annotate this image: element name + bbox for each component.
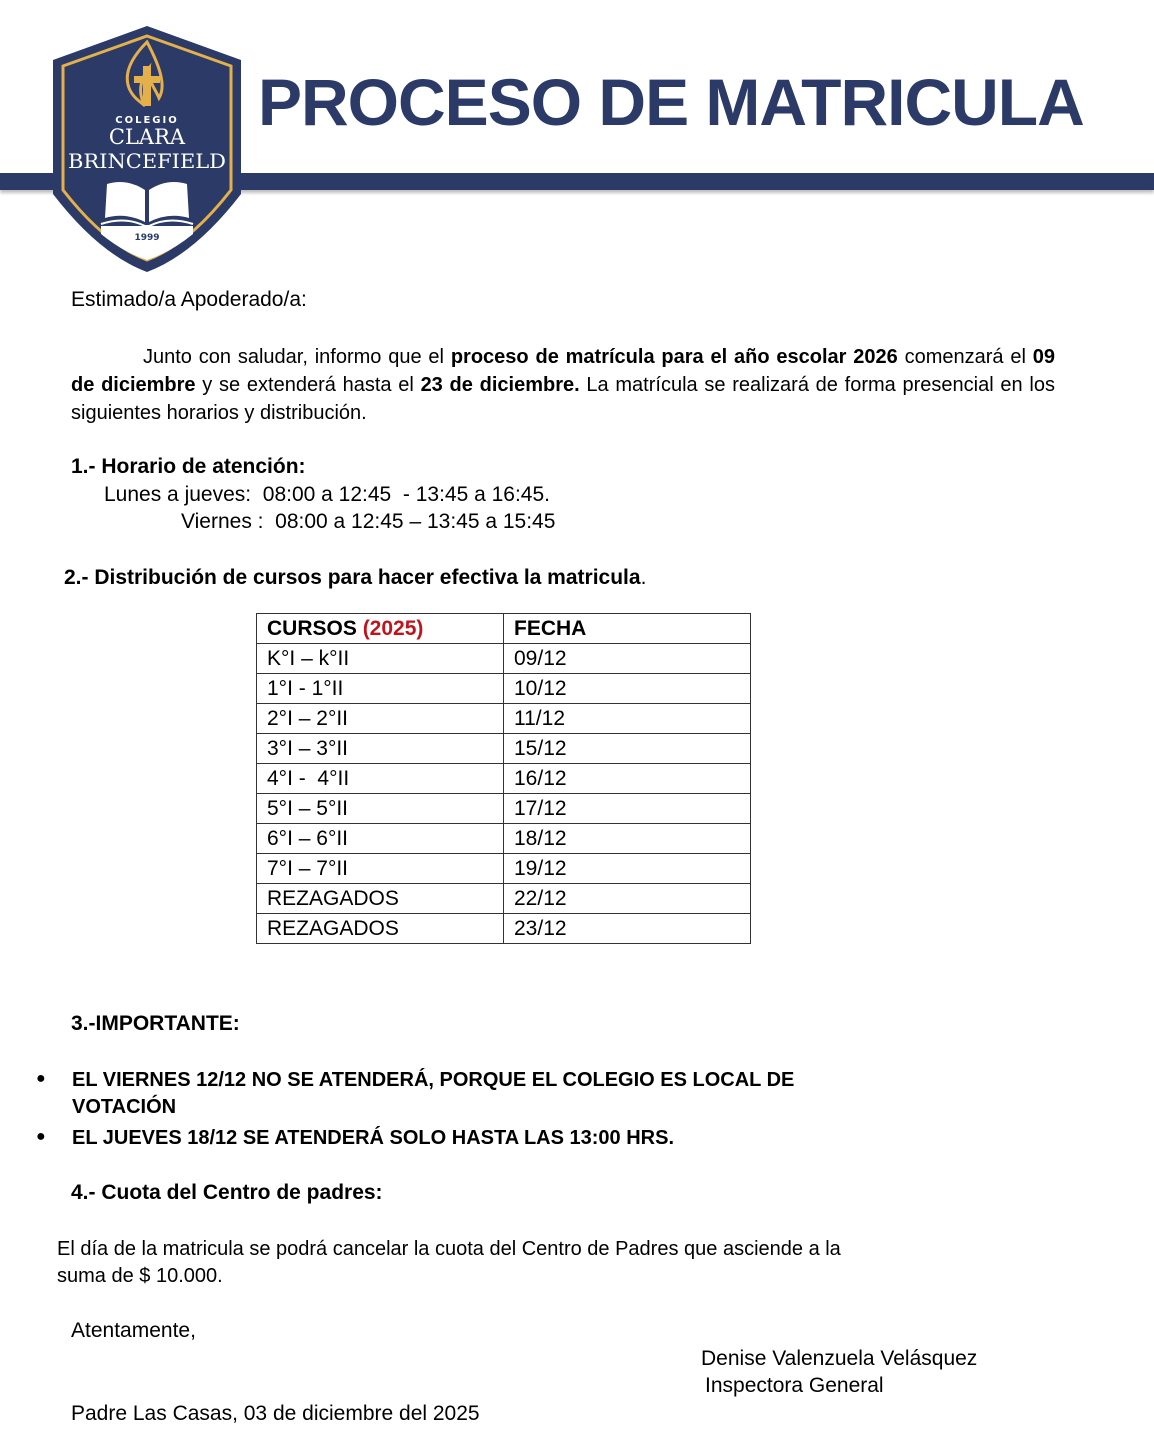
header-cursos-year: (2025) <box>362 617 424 640</box>
logo-name-line2: BRINCEFIELD <box>68 149 226 173</box>
header-cursos-label: CURSOS <box>267 617 363 640</box>
table-row <box>257 884 751 914</box>
header-fecha: FECHA <box>504 614 751 644</box>
table-row <box>257 794 751 824</box>
date-cell: 22/12 <box>504 884 751 914</box>
section1-heading: 1.- Horario de atención: <box>71 455 306 478</box>
intro-bold-2: 09 de diciembre <box>71 346 1056 396</box>
intro-bold-1: proceso de matrícula para el año escolar 2026 <box>450 346 898 368</box>
section3-heading: 3.-IMPORTANTE: <box>71 1012 240 1035</box>
intro-text-4: La matrícula se realizará de forma presencial en los siguientes horarios y distribución. <box>71 374 1055 424</box>
schedule-friday: Viernes : 08:00 a 12:45 – 13:45 a 15:45 <box>181 510 556 533</box>
important-item-1 <box>72 1067 952 1121</box>
intro-paragraph <box>71 343 1055 427</box>
logo-name-line1: CLARA <box>108 125 186 149</box>
important-item-1-line1: EL VIERNES 12/12 NO SE ATENDERÁ, PORQUE EL COLEGIO ES LOCAL DE <box>72 1069 795 1091</box>
course-cell: REZAGADOS <box>257 914 504 944</box>
section2-heading <box>64 565 646 591</box>
course-cell: 1°I - 1°II <box>257 674 504 704</box>
table-row <box>257 914 751 944</box>
date-cell: 23/12 <box>504 914 751 944</box>
table-row <box>257 674 751 704</box>
table-header-row <box>257 614 751 644</box>
date-cell: 18/12 <box>504 824 751 854</box>
intro-text-3: y se extenderá hasta el <box>195 374 421 396</box>
course-cell: 5°I – 5°II <box>257 794 504 824</box>
course-cell: 4°I - 4°II <box>257 764 504 794</box>
signer-name: Denise Valenzuela Velásquez <box>701 1347 978 1370</box>
page-title: PROCESO DE MATRICULA <box>258 65 1084 139</box>
school-crest-logo <box>45 22 250 274</box>
course-cell: REZAGADOS <box>257 884 504 914</box>
date-cell: 10/12 <box>504 674 751 704</box>
intro-bold-3: 23 de diciembre. <box>420 374 580 396</box>
table-row <box>257 854 751 884</box>
table-row <box>257 734 751 764</box>
important-item-2: EL JUEVES 18/12 SE ATENDERÁ SOLO HASTA LAS 13:00 HRS. <box>72 1127 675 1149</box>
schedule-weekdays: Lunes a jueves: 08:00 a 12:45 - 13:45 a 16:45. <box>104 483 551 506</box>
important-item-1-line2: VOTACIÓN <box>72 1096 177 1118</box>
date-cell: 17/12 <box>504 794 751 824</box>
fee-text-line1: El día de la matricula se podrá cancelar la cuota del Centro de Padres que asciende a la <box>57 1238 841 1260</box>
date-cell: 19/12 <box>504 854 751 884</box>
table-row <box>257 824 751 854</box>
course-cell: 7°I – 7°II <box>257 854 504 884</box>
logo-year: 1999 <box>134 233 160 243</box>
course-cell: 6°I – 6°II <box>257 824 504 854</box>
date-cell: 15/12 <box>504 734 751 764</box>
table-row <box>257 644 751 674</box>
greeting: Estimado/a Apoderado/a: <box>71 288 307 311</box>
section4-heading: 4.- Cuota del Centro de padres: <box>71 1181 383 1204</box>
course-cell: K°I – k°II <box>257 644 504 674</box>
closing-salutation: Atentamente, <box>71 1319 196 1342</box>
date-cell: 11/12 <box>504 704 751 734</box>
bullet-icon: ● <box>36 1128 46 1145</box>
logo-colegio: COLEGIO <box>115 115 179 126</box>
table-row <box>257 764 751 794</box>
intro-text-1: Junto con saludar, informo que el <box>143 346 451 368</box>
course-cell: 3°I – 3°II <box>257 734 504 764</box>
course-distribution-table <box>256 613 751 944</box>
date-cell: 16/12 <box>504 764 751 794</box>
date-cell: 09/12 <box>504 644 751 674</box>
table-row <box>257 704 751 734</box>
header-cursos <box>257 614 504 644</box>
signer-title: Inspectora General <box>705 1374 884 1397</box>
course-cell: 2°I – 2°II <box>257 704 504 734</box>
place-date: Padre Las Casas, 03 de diciembre del 2025 <box>71 1402 480 1425</box>
intro-text-2: comenzará el <box>897 346 1033 368</box>
fee-text-line2: suma de $ 10.000. <box>57 1265 223 1287</box>
bullet-icon: ● <box>36 1070 46 1087</box>
section2-heading-end: . <box>640 566 647 589</box>
section2-heading-text: 2.- Distribución de cursos para hacer efectiva la matricula <box>64 566 641 589</box>
